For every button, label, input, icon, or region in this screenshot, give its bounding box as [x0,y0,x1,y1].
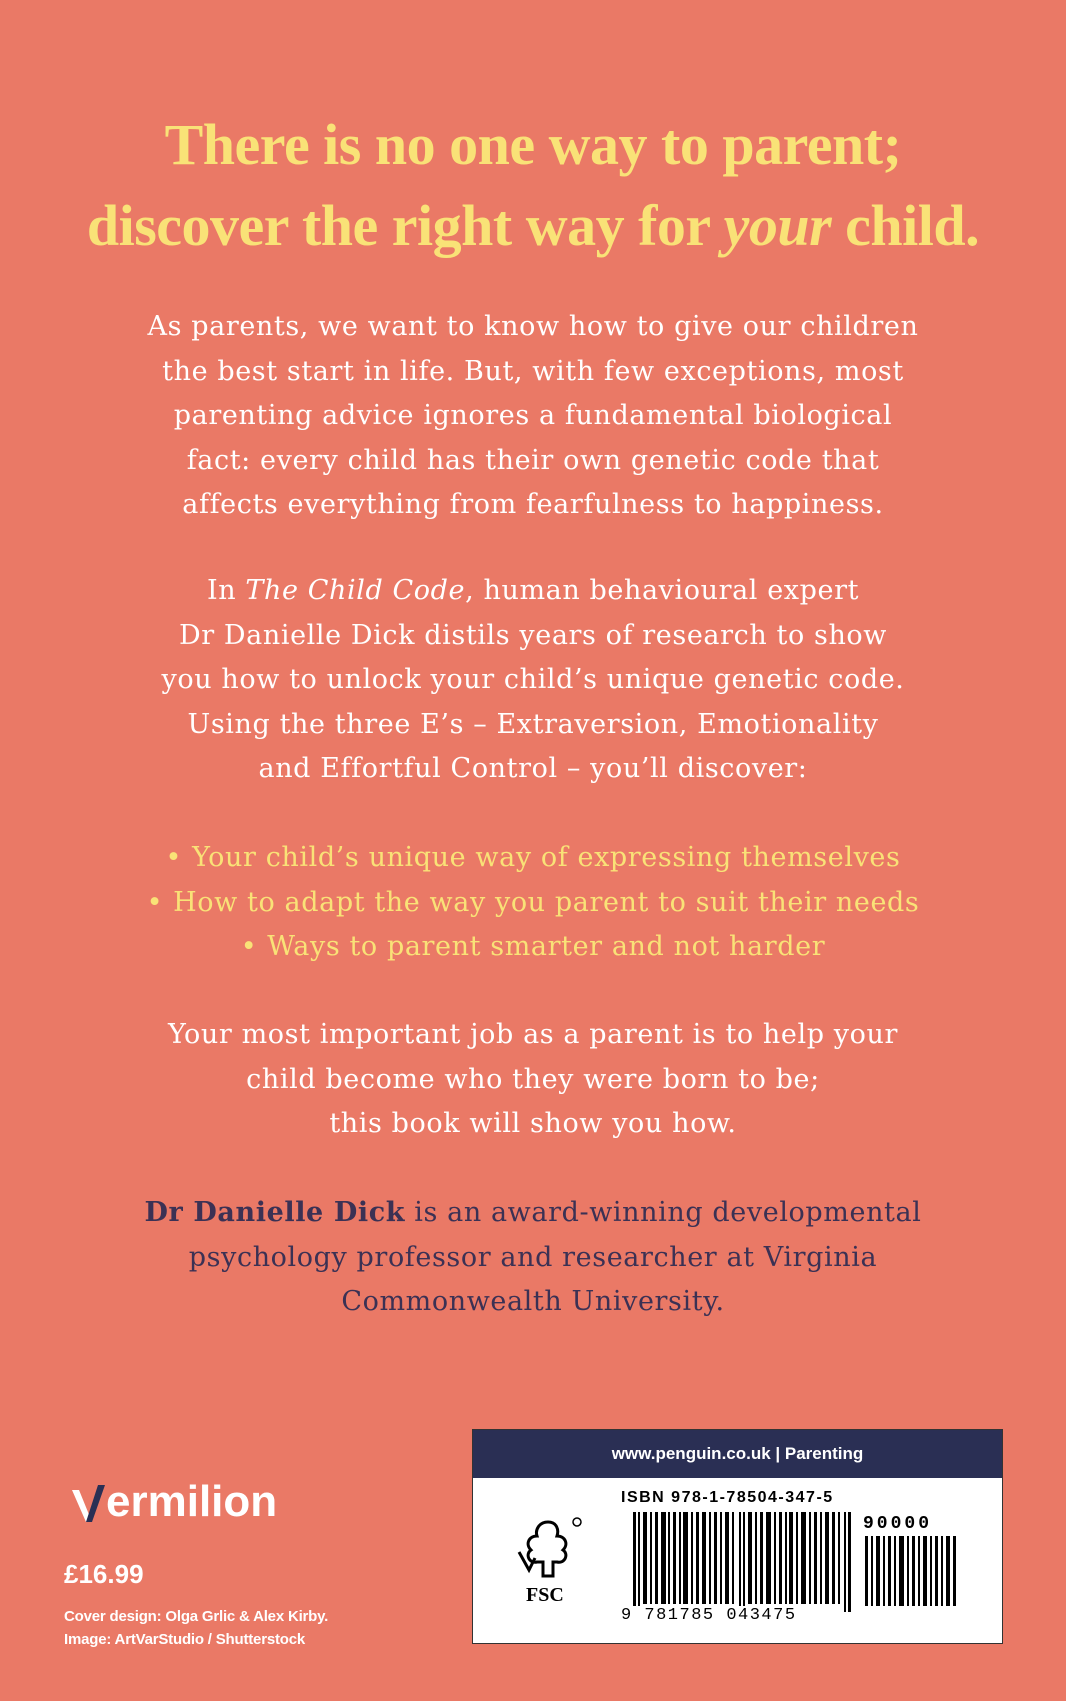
description-line [0,569,1066,614]
headline [0,104,1066,266]
bio-line [0,1191,1066,1236]
description-line: you how to unlock your child’s unique genetic code. [161,664,905,695]
bio-line: Commonwealth University. [341,1286,725,1317]
closing-line: this book will show you how. [329,1108,737,1139]
fsc-label: FSC [526,1584,564,1606]
description-lead: In [206,575,246,606]
headline-line-1: There is no one way to parent; [164,112,902,177]
book-title: The Child Code [245,575,466,606]
barcode-panel [472,1429,1003,1644]
intro-line: affects everything from fearfulness to happiness. [182,489,884,520]
bullet-item [0,836,1066,881]
barcode-digits: 9 781785 043475 [621,1606,797,1625]
logo-text: ermilion [106,1477,278,1526]
description-line: and Effortful Control – you’ll discover: [258,753,808,784]
bullet-list [0,836,1066,970]
author-bio [0,1191,1066,1325]
description-line: Dr Danielle Dick distils years of research to show [178,619,888,651]
description-line: Using the three E’s – Extraversion, Emotionality [187,708,879,740]
closing-line: child become who they were born to be; [246,1063,820,1095]
description-lead-end: , human behavioural expert [465,575,860,606]
bullet-item [0,881,1066,926]
bullet-item [0,925,1066,970]
headline-line-2 [0,185,1066,266]
bio-line-1-end: is an award-winning developmental [405,1197,922,1228]
image-credit: Image: ArtVarStudio / Shutterstock [64,1631,306,1648]
cover-design-credit: Cover design: Olga Grlic & Alex Kirby. [64,1608,329,1625]
intro-line: the best start in life. But, with few exceptions, most [162,355,904,387]
intro-line: parenting advice ignores a fundamental biological [173,400,893,431]
intro-line: As parents, we want to know how to give our children [147,311,919,342]
price: £16.99 [64,1559,144,1589]
bullet-text: Ways to parent smarter and not harder [267,931,826,962]
bullet-text: Your child’s unique way of expressing themselves [192,842,901,873]
headline-emphasis: your [723,193,832,258]
bullet-marker: • [146,886,164,918]
headline-line-2-start: discover the right way for [86,193,724,258]
author-name: Dr Danielle Dick [144,1197,406,1228]
vermilion-v-icon [70,1484,108,1524]
isbn-text: ISBN 978-1-78504-347-5 [621,1489,834,1506]
closing-line: Your most important job as a parent is to help your [167,1019,899,1050]
bullet-marker: • [240,931,258,962]
bio-line: psychology professor and researcher at Virginia [188,1241,878,1273]
addon-digits: 90000 [863,1514,963,1534]
bullet-marker: • [165,842,183,873]
headline-line-2-end: child. [831,193,980,258]
fsc-tree-icon [513,1516,583,1584]
bullet-text: How to adapt the way you parent to suit their needs [173,886,920,918]
description-paragraph [0,569,1066,792]
barcode-header: www.penguin.co.uk | Parenting [473,1430,1002,1478]
intro-line: fact: every child has their own genetic code that [186,444,880,476]
closing-paragraph [0,1013,1066,1147]
vermilion-logo [70,1477,278,1526]
intro-paragraph [0,305,1066,528]
